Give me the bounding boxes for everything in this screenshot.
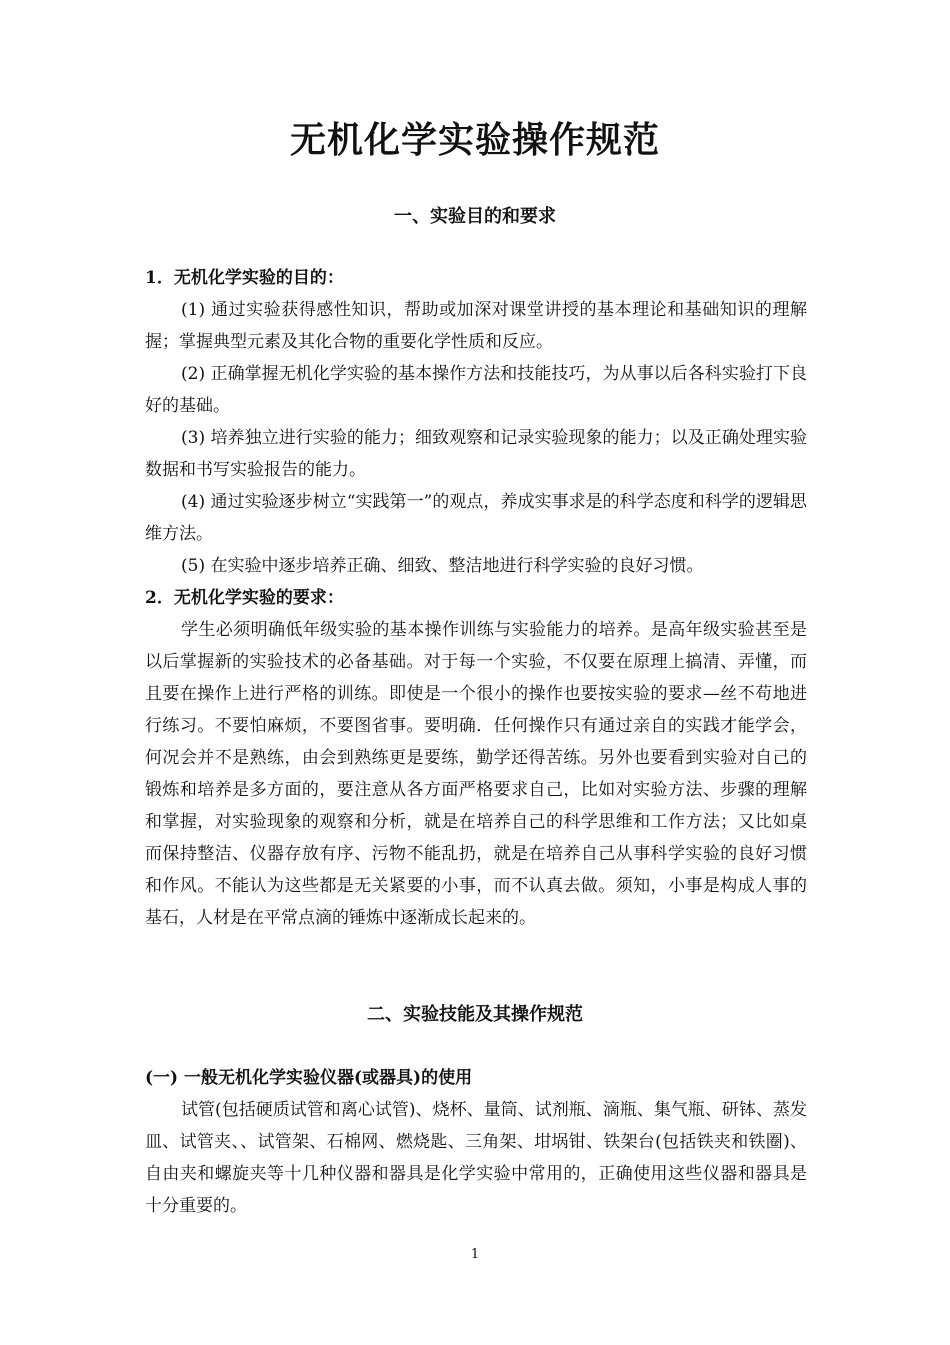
subsection-heading-requirements: 2．无机化学实验的要求： [145, 588, 344, 608]
subsection-heading-purpose: 1．无机化学实验的目的： [145, 268, 344, 288]
purpose-item-4: (4) 通过实验逐步树立“实践第一”的观点，养成实事求是的科学态度和科学的逻辑思维方法。 [145, 492, 807, 544]
section-heading-1: 一、实验目的和要求 [394, 206, 556, 227]
instruments-paragraph: 试管(包括硬质试管和离心试管)、烧杯、量筒、试剂瓶、滴瓶、集气瓶、研钵、蒸发皿、试管夹、、试管架、石棉网、燃烧匙、三角架、坩埚钳、铁架台(包括铁夹和铁圈)、自由夹和螺旋夹等十几种仪器和器具是化学实验中常用的，正确使用这些仪器和器具是十分重要的。 [145, 1100, 807, 1216]
section-2-body [145, 1062, 807, 1222]
subsection-heading-instruments: (一) 一般无机化学实验仪器(或器具)的使用 [145, 1068, 473, 1088]
purpose-item-1: (1) 通过实验获得感性知识，帮助或加深对课堂讲授的基本理论和基础知识的理解握；掌握典型元素及其化合物的重要化学性质和反应。 [145, 300, 807, 352]
section-heading-2: 二、实验技能及其操作规范 [367, 1004, 583, 1025]
purpose-item-3: (3) 培养独立进行实验的能力；细致观察和记录实验现象的能力；以及正确处理实验数据和书写实验报告的能力。 [145, 428, 807, 480]
document-title: 无机化学实验操作规范 [289, 119, 660, 161]
requirements-paragraph: 学生必须明确低年级实验的基本操作训练与实验能力的培养。是高年级实验甚至是以后掌握新的实验技术的必备基础。对于每一个实验，不仅要在原理上搞清、弄懂，而且要在操作上进行严格的训练。即使是一个很小的操作也要按实验的要求—丝不苟地进行练习。不要怕麻烦，不要图省事。要明确．任何操作只有通过亲自的实践才能学会，何况会并不是熟练，由会到熟练更是要练，勤学还得苦练。另外也要看到实验对自己的锻炼和培养是多方面的，要注意从各方面严格要求自己，比如对实验方法、步骤的理解和掌握，对实验现象的观察和分析，就是在培养自己的科学思维和工作方法；又比如桌而保持整洁、仪器存放有序、污物不能乱扔，就是在培养自己从事科学实验的良好习惯和作风。不能认为这些都是无关紧要的小事，而不认真去做。须知，小事是构成人事的基石，人材是在平常点滴的锤炼中逐渐成长起来的。 [145, 620, 807, 928]
section-1-body [145, 262, 807, 934]
purpose-item-5: (5) 在实验中逐步培养正确、细致、整洁地进行科学实验的良好习惯。 [181, 556, 704, 576]
page-number: 1 [470, 1247, 480, 1262]
purpose-item-2: (2) 正确掌握无机化学实验的基本操作方法和技能技巧，为从事以后各科实验打下良好的基础。 [145, 364, 807, 416]
